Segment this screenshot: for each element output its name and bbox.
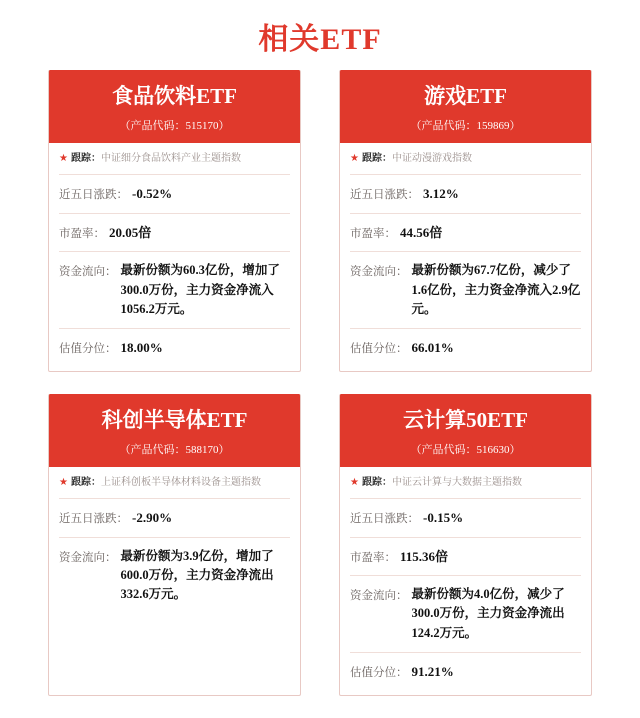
etf-pe-value: 20.05倍 — [109, 224, 152, 240]
etf-change5d-value: -0.15% — [423, 510, 464, 525]
etf-code-suffix: ） — [218, 444, 230, 456]
etf-code-suffix: ） — [509, 120, 521, 133]
etf-change5d-label: 近五日涨跌： — [350, 513, 419, 525]
etf-card-body — [340, 467, 591, 695]
etf-track-value: 中证细分食品饮料产业主题指数 — [100, 153, 241, 165]
etf-valuation-value: 18.00% — [120, 340, 163, 356]
etf-code-value: 515170 — [185, 120, 219, 133]
etf-card[interactable] — [48, 70, 301, 372]
etf-card-body — [340, 143, 591, 371]
etf-track-label: 跟踪： — [70, 477, 101, 488]
etf-valuation-value: 91.21% — [411, 664, 454, 680]
etf-fundflow-label: 资金流向： — [59, 551, 117, 564]
etf-name: 游戏ETF — [424, 84, 507, 108]
etf-track-value: 上证科创板半导体材料设备主题指数 — [100, 477, 261, 488]
etf-pe-row — [59, 214, 290, 253]
etf-track-value: 中证动漫游戏指数 — [391, 153, 472, 165]
etf-code-suffix: ） — [509, 444, 521, 456]
star-icon: ★ — [350, 153, 359, 165]
etf-pe-row — [350, 538, 581, 577]
etf-valuation-row — [350, 653, 581, 691]
etf-code — [346, 117, 585, 133]
etf-card-header — [49, 70, 300, 143]
etf-track-label: 跟踪： — [70, 153, 101, 165]
star-icon: ★ — [59, 477, 68, 488]
etf-fundflow-label: 资金流向： — [350, 266, 408, 279]
etf-pe-label: 市盈率： — [350, 551, 396, 564]
etf-fundflow-value: 最新份额为60.3亿份，增加了300.0万份，主力资金净流入1056.2万元。 — [120, 263, 280, 316]
etf-card-body — [49, 143, 300, 371]
etf-code-prefix: （产品代码： — [410, 444, 477, 456]
etf-card-header — [49, 394, 300, 467]
etf-change5d-label: 近五日涨跌： — [350, 189, 419, 202]
etf-name: 科创半导体ETF — [101, 407, 248, 432]
etf-track-row — [350, 143, 581, 175]
etf-code — [55, 117, 294, 133]
etf-fundflow-row — [350, 252, 581, 329]
etf-code-value: 516630 — [476, 444, 510, 456]
etf-track-label: 跟踪： — [361, 477, 392, 488]
etf-code-value: 588170 — [185, 444, 219, 456]
etf-name: 食品饮料ETF — [112, 84, 237, 108]
etf-pe-label: 市盈率： — [350, 227, 396, 240]
etf-pe-label: 市盈率： — [59, 227, 105, 240]
etf-code-prefix: （产品代码： — [119, 120, 186, 133]
etf-track-row — [59, 467, 290, 499]
etf-code-value: 159869 — [476, 120, 510, 133]
etf-code — [346, 441, 585, 457]
etf-pe-value: 44.56倍 — [400, 224, 443, 240]
etf-card-header — [340, 70, 591, 143]
etf-code-prefix: （产品代码： — [119, 444, 186, 456]
etf-fundflow-value: 最新份额为3.9亿份，增加了600.0万份，主力资金净流出332.6万元。 — [120, 548, 274, 602]
etf-code-suffix: ） — [218, 120, 230, 133]
etf-change5d-value: -2.90% — [132, 510, 173, 525]
etf-code-prefix: （产品代码： — [410, 120, 477, 133]
etf-card[interactable] — [339, 70, 592, 372]
etf-change5d-value: 3.12% — [423, 186, 459, 202]
etf-valuation-label: 估值分位： — [350, 343, 408, 356]
etf-name: 云计算50ETF — [403, 407, 528, 432]
star-icon: ★ — [59, 153, 68, 165]
etf-change5d-row — [350, 499, 581, 538]
etf-card[interactable] — [48, 394, 301, 696]
etf-valuation-label: 估值分位： — [350, 667, 408, 680]
etf-change5d-row — [350, 175, 581, 214]
etf-fundflow-label: 资金流向： — [350, 590, 408, 602]
etf-fundflow-row — [350, 576, 581, 653]
page-title: 相关ETF — [258, 23, 382, 56]
etf-track-row — [59, 143, 290, 175]
etf-track-label: 跟踪： — [361, 153, 392, 165]
etf-fundflow-row — [59, 252, 290, 329]
etf-code — [55, 441, 294, 457]
etf-pe-row — [350, 214, 581, 253]
etf-fundflow-row — [59, 538, 290, 614]
etf-fundflow-value: 最新份额为67.7亿份，减少了1.6亿份，主力资金净流入2.9亿元。 — [411, 263, 581, 316]
etf-valuation-label: 估值分位： — [59, 343, 117, 356]
etf-valuation-row — [59, 329, 290, 367]
etf-card[interactable] — [339, 394, 592, 696]
etf-pe-value: 115.36倍 — [400, 548, 449, 564]
etf-change5d-value: -0.52% — [132, 186, 173, 202]
etf-card-header — [340, 394, 591, 467]
etf-valuation-value: 66.01% — [411, 340, 454, 356]
etf-card-grid — [0, 70, 640, 718]
etf-change5d-row — [59, 499, 290, 538]
etf-track-row — [350, 467, 581, 499]
etf-fundflow-label: 资金流向： — [59, 266, 117, 279]
etf-change5d-label: 近五日涨跌： — [59, 189, 128, 202]
star-icon: ★ — [350, 477, 359, 488]
etf-track-value: 中证云计算与大数据主题指数 — [391, 477, 522, 488]
etf-change5d-row — [59, 175, 290, 214]
etf-change5d-label: 近五日涨跌： — [59, 513, 128, 525]
etf-card-body — [49, 467, 300, 618]
etf-valuation-row — [350, 329, 581, 367]
etf-fundflow-value: 最新份额为4.0亿份，减少了300.0万份，主力资金净流出124.2万元。 — [411, 587, 565, 640]
